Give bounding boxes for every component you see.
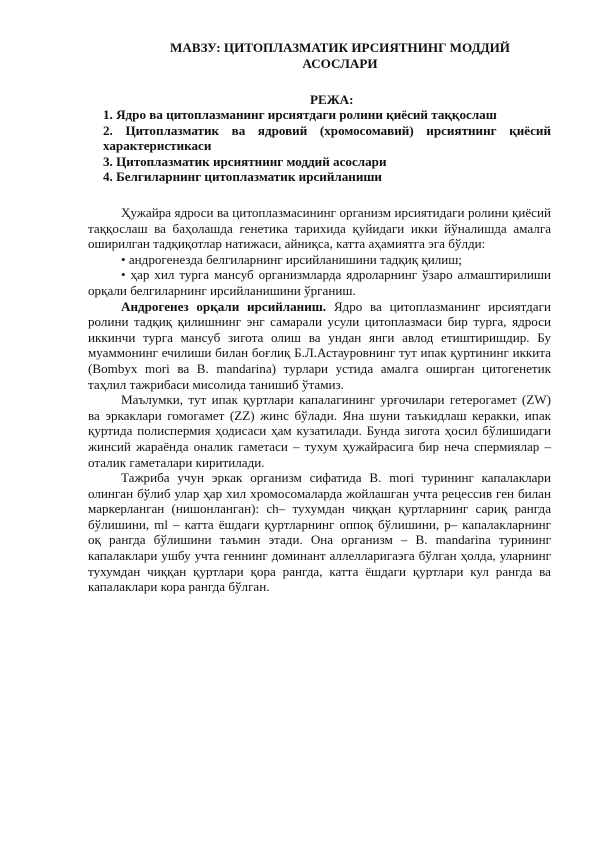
plan-item: 4. Белгиларнинг цитоплазматик ирсийланиши [103, 169, 382, 185]
plan-item: 1. Ядро ва цитоплазманинг ирсиятдаги ролини қиёсий таққослаш [103, 107, 497, 122]
paragraph-intro: Ҳужайра ядроси ва цитоплазмасининг организм ирсиятидаги ролини қиёсий таққослаш ва баҳолашда генетика тарихида қуйидаги икки йўналишда амалга оширилган тадқиқотлар натижаси, айниқса, катта аҳамиятга эга бўлди: [88, 205, 551, 252]
plan-item: 2. Цитоплазматик ва ядровий (хромосомавий) ирсиятнинг қиёсий характеристикаси [103, 122, 551, 154]
plan-list [103, 107, 551, 185]
paragraph-lead: Андрогенез орқали ирсийланиш. [121, 298, 327, 314]
bullet-item: • андрогенезда белгиларнинг ирсийланишини тадқиқ қилиш; [121, 251, 462, 267]
document-title: МАВЗУ: ЦИТОПЛАЗМАТИК ИРСИЯТНИНГ МОДДИЙ АСОСЛАРИ [170, 40, 510, 71]
plan-heading: РЕЖА: [310, 92, 354, 107]
bullet-item: • ҳар хил турга мансуб организмларда ядроларнинг ўзаро алмаштирилиши орқали белгиларнинг ирсийланишини ўрганиш. [88, 267, 551, 298]
paragraph-text: Ядро ва цитоплазманинг ирсиятдаги ролини тадқиқ қилишнинг энг самарали усули цитоплазмаси бир турга, ядроси иккинчи турга мансуб зигота олиш ва ундан янги авлод етиштиришдир. Бу муаммонинг ечилиши билан боғлиқ Б.Л.Астауровнинг тут ипак қуртининг иккита (Bombyx mori ва B. mandarina) турлари устида амалга оширган цитогенетик таҳлил тажрибаси мисолида танишиб ўтамиз. [88, 298, 551, 392]
paragraph-androgenesis [88, 299, 551, 393]
paragraph-silkworm: Маълумки, тут ипак қуртлари капалагининг урғочилари гетерогамет (ZW) ва эркаклари гомогамет (ZZ) жинс бўлади. Яна шуни таъкидлаш керакки, ипак қуртида полиспермия ҳодисаси ҳам кузатилади. Бунда зигота ҳосил бўлишидаги жинсий жараёнда оналик гаметаси – тухум ҳужайрасига бир неча спермиялар – оталик гаметалари киритилади. [88, 392, 551, 470]
document-body [88, 205, 551, 595]
plan-item: 3. Цитоплазматик ирсиятнинг моддий асослари [103, 153, 387, 169]
paragraph-experiment: Тажриба учун эркак организм сифатида B. mori турининг капалаклари олинган бўлиб улар ҳар хил хромосомаларда жойлашган учта рецессив ген билан маркерланган (нишонланган): ch– тухумдан чиққан қуртларнинг сариқ рангда бўлишини, ml – катта ёшдаги қуртларнинг оппоқ бўлишини, p– капалакларнинг оқ рангда бўлишини таъмин этади. Она организм – B. mandarina турининг капалаклари ушбу учта геннинг доминант аллелларигаэга бўлган ҳолда, уларнинг тухумдан чиққан қуртлари қора рангда, катта ёшдаги қуртлари кул рангда ва капалаклари кора рангда бўлган. [88, 470, 551, 595]
